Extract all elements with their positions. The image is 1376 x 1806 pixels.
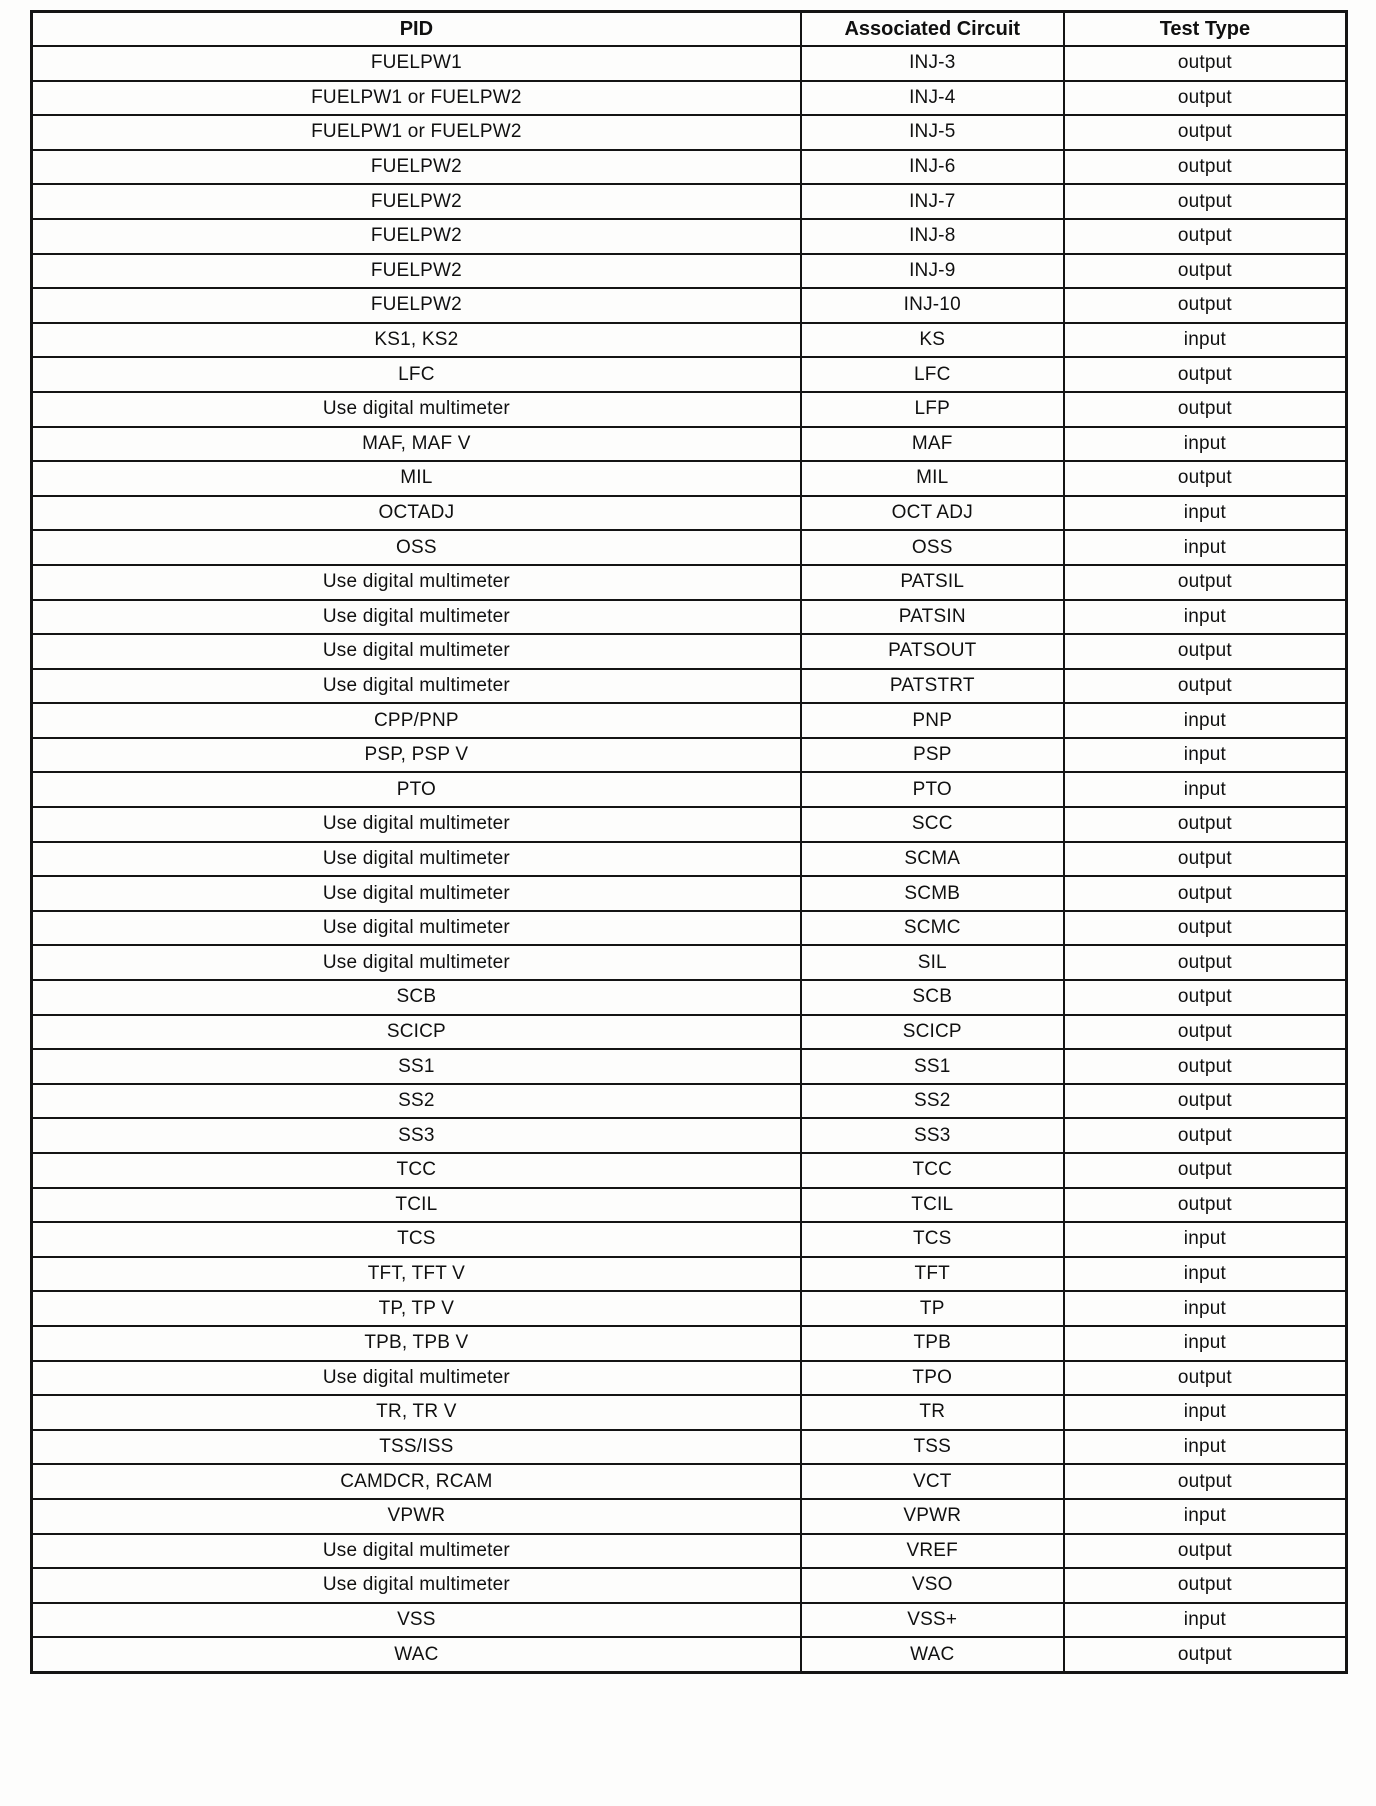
table-row	[32, 1188, 1347, 1223]
circuit-cell: INJ-8	[801, 219, 1064, 254]
table-row	[32, 1464, 1347, 1499]
table-row	[32, 461, 1347, 496]
pid-cell: TCS	[32, 1222, 801, 1257]
test-type-cell: output	[1064, 634, 1347, 669]
pid-cell: CPP/PNP	[32, 703, 801, 738]
pid-cell: TP, TP V	[32, 1291, 801, 1326]
table-row	[32, 669, 1347, 704]
circuit-cell: PNP	[801, 703, 1064, 738]
circuit-cell: TCC	[801, 1153, 1064, 1188]
circuit-cell: TPB	[801, 1326, 1064, 1361]
test-type-cell: output	[1064, 357, 1347, 392]
test-type-cell: output	[1064, 911, 1347, 946]
pid-cell: OSS	[32, 530, 801, 565]
test-type-cell: output	[1064, 184, 1347, 219]
test-type-cell: output	[1064, 842, 1347, 877]
column-header-circuit-cell: Associated Circuit	[801, 12, 1064, 47]
pid-cell: SCICP	[32, 1015, 801, 1050]
table-row	[32, 530, 1347, 565]
circuit-cell: LFC	[801, 357, 1064, 392]
test-type-cell: output	[1064, 945, 1347, 980]
circuit-cell: SS2	[801, 1084, 1064, 1119]
test-type-cell: input	[1064, 703, 1347, 738]
test-type-cell: input	[1064, 600, 1347, 635]
table-row	[32, 496, 1347, 531]
pid-cell: TPB, TPB V	[32, 1326, 801, 1361]
table-row	[32, 219, 1347, 254]
pid-cell: FUELPW2	[32, 150, 801, 185]
pid-cell: FUELPW2	[32, 219, 801, 254]
circuit-cell: VCT	[801, 1464, 1064, 1499]
circuit-cell: OCT ADJ	[801, 496, 1064, 531]
table-header-row	[32, 12, 1347, 47]
circuit-cell: VPWR	[801, 1499, 1064, 1534]
table-header	[32, 12, 1347, 47]
test-type-cell: input	[1064, 1499, 1347, 1534]
table-row	[32, 842, 1347, 877]
circuit-cell: INJ-5	[801, 115, 1064, 150]
pid-cell: FUELPW2	[32, 254, 801, 289]
test-type-cell: output	[1064, 876, 1347, 911]
pid-circuit-test-table	[30, 10, 1348, 1674]
test-type-cell: input	[1064, 496, 1347, 531]
pid-cell: SS1	[32, 1049, 801, 1084]
pid-cell: VPWR	[32, 1499, 801, 1534]
test-type-cell: output	[1064, 392, 1347, 427]
test-type-cell: output	[1064, 807, 1347, 842]
test-type-cell: output	[1064, 461, 1347, 496]
circuit-cell: TCIL	[801, 1188, 1064, 1223]
circuit-cell: INJ-6	[801, 150, 1064, 185]
circuit-cell: TP	[801, 1291, 1064, 1326]
circuit-cell: LFP	[801, 392, 1064, 427]
table-row	[32, 807, 1347, 842]
table-row	[32, 392, 1347, 427]
test-type-cell: output	[1064, 46, 1347, 81]
test-type-cell: output	[1064, 1049, 1347, 1084]
table-row	[32, 150, 1347, 185]
pid-cell: FUELPW1 or FUELPW2	[32, 115, 801, 150]
circuit-cell: MIL	[801, 461, 1064, 496]
table-row	[32, 254, 1347, 289]
test-type-cell: input	[1064, 1222, 1347, 1257]
pid-cell: TCIL	[32, 1188, 801, 1223]
table-row	[32, 1118, 1347, 1153]
table-row	[32, 945, 1347, 980]
test-type-cell: input	[1064, 530, 1347, 565]
test-type-cell: output	[1064, 1015, 1347, 1050]
pid-cell: Use digital multimeter	[32, 1568, 801, 1603]
circuit-cell: SIL	[801, 945, 1064, 980]
table-row	[32, 357, 1347, 392]
circuit-cell: SS3	[801, 1118, 1064, 1153]
pid-cell: Use digital multimeter	[32, 945, 801, 980]
circuit-cell: INJ-10	[801, 288, 1064, 323]
pid-cell: Use digital multimeter	[32, 1534, 801, 1569]
table-row	[32, 1084, 1347, 1119]
circuit-cell: VSS+	[801, 1603, 1064, 1638]
circuit-cell: TCS	[801, 1222, 1064, 1257]
pid-cell: FUELPW1 or FUELPW2	[32, 81, 801, 116]
pid-cell: Use digital multimeter	[32, 1361, 801, 1396]
test-type-cell: output	[1064, 288, 1347, 323]
table-row	[32, 184, 1347, 219]
test-type-cell: input	[1064, 1603, 1347, 1638]
table-row	[32, 1222, 1347, 1257]
test-type-cell: output	[1064, 81, 1347, 116]
pid-cell: Use digital multimeter	[32, 392, 801, 427]
pid-cell: Use digital multimeter	[32, 600, 801, 635]
circuit-cell: WAC	[801, 1637, 1064, 1672]
table-row	[32, 911, 1347, 946]
circuit-cell: VREF	[801, 1534, 1064, 1569]
table-row	[32, 1499, 1347, 1534]
circuit-cell: SS1	[801, 1049, 1064, 1084]
pid-cell: Use digital multimeter	[32, 669, 801, 704]
test-type-cell: output	[1064, 1084, 1347, 1119]
table-row	[32, 1430, 1347, 1465]
pid-cell: OCTADJ	[32, 496, 801, 531]
circuit-cell: MAF	[801, 427, 1064, 462]
table-row	[32, 980, 1347, 1015]
circuit-cell: OSS	[801, 530, 1064, 565]
test-type-cell: output	[1064, 669, 1347, 704]
test-type-cell: output	[1064, 219, 1347, 254]
test-type-cell: input	[1064, 1257, 1347, 1292]
table-row	[32, 1326, 1347, 1361]
pid-cell: CAMDCR, RCAM	[32, 1464, 801, 1499]
pid-cell: MIL	[32, 461, 801, 496]
circuit-cell: SCMC	[801, 911, 1064, 946]
table-row	[32, 427, 1347, 462]
circuit-cell: PATSIN	[801, 600, 1064, 635]
pid-cell: PTO	[32, 772, 801, 807]
test-type-cell: input	[1064, 1395, 1347, 1430]
pid-cell: Use digital multimeter	[32, 807, 801, 842]
pid-cell: Use digital multimeter	[32, 911, 801, 946]
test-type-cell: output	[1064, 1153, 1347, 1188]
circuit-cell: INJ-4	[801, 81, 1064, 116]
pid-cell: FUELPW1	[32, 46, 801, 81]
test-type-cell: output	[1064, 565, 1347, 600]
table-row	[32, 1534, 1347, 1569]
table-row	[32, 1603, 1347, 1638]
pid-cell: MAF, MAF V	[32, 427, 801, 462]
circuit-cell: SCC	[801, 807, 1064, 842]
test-type-cell: output	[1064, 150, 1347, 185]
test-type-cell: output	[1064, 254, 1347, 289]
circuit-cell: SCB	[801, 980, 1064, 1015]
table-row	[32, 738, 1347, 773]
table-row	[32, 1015, 1347, 1050]
test-type-cell: output	[1064, 1534, 1347, 1569]
test-type-cell: input	[1064, 772, 1347, 807]
circuit-cell: SCMA	[801, 842, 1064, 877]
circuit-cell: SCICP	[801, 1015, 1064, 1050]
pid-cell: SCB	[32, 980, 801, 1015]
table-row	[32, 876, 1347, 911]
column-header-test-type-cell: Test Type	[1064, 12, 1347, 47]
circuit-cell: INJ-7	[801, 184, 1064, 219]
circuit-cell: PATSIL	[801, 565, 1064, 600]
test-type-cell: input	[1064, 323, 1347, 358]
table-row	[32, 46, 1347, 81]
pid-cell: FUELPW2	[32, 288, 801, 323]
pid-cell: VSS	[32, 1603, 801, 1638]
pid-cell: LFC	[32, 357, 801, 392]
table-row	[32, 1257, 1347, 1292]
circuit-cell: INJ-3	[801, 46, 1064, 81]
table-row	[32, 1637, 1347, 1672]
pid-cell: FUELPW2	[32, 184, 801, 219]
pid-cell: SS2	[32, 1084, 801, 1119]
table-row	[32, 634, 1347, 669]
circuit-cell: TPO	[801, 1361, 1064, 1396]
table-row	[32, 323, 1347, 358]
test-type-cell: output	[1064, 1568, 1347, 1603]
circuit-cell: PTO	[801, 772, 1064, 807]
circuit-cell: PATSTRT	[801, 669, 1064, 704]
test-type-cell: input	[1064, 738, 1347, 773]
circuit-cell: INJ-9	[801, 254, 1064, 289]
pid-cell: PSP, PSP V	[32, 738, 801, 773]
pid-cell: TR, TR V	[32, 1395, 801, 1430]
table-body	[32, 46, 1347, 1672]
test-type-cell: input	[1064, 427, 1347, 462]
test-type-cell: input	[1064, 1430, 1347, 1465]
test-type-cell: output	[1064, 1361, 1347, 1396]
circuit-cell: KS	[801, 323, 1064, 358]
pid-cell: Use digital multimeter	[32, 876, 801, 911]
table-row	[32, 1361, 1347, 1396]
test-type-cell: output	[1064, 1464, 1347, 1499]
table-row	[32, 1049, 1347, 1084]
pid-cell: Use digital multimeter	[32, 842, 801, 877]
pid-cell: TFT, TFT V	[32, 1257, 801, 1292]
circuit-cell: SCMB	[801, 876, 1064, 911]
circuit-cell: PSP	[801, 738, 1064, 773]
pid-cell: WAC	[32, 1637, 801, 1672]
test-type-cell: input	[1064, 1326, 1347, 1361]
test-type-cell: output	[1064, 1118, 1347, 1153]
circuit-cell: VSO	[801, 1568, 1064, 1603]
table-row	[32, 1395, 1347, 1430]
test-type-cell: output	[1064, 1637, 1347, 1672]
table-row	[32, 1291, 1347, 1326]
table-row	[32, 772, 1347, 807]
test-type-cell: output	[1064, 980, 1347, 1015]
pid-cell: TSS/ISS	[32, 1430, 801, 1465]
table-row	[32, 1153, 1347, 1188]
column-header-pid-cell: PID	[32, 12, 801, 47]
test-type-cell: output	[1064, 115, 1347, 150]
circuit-cell: PATSOUT	[801, 634, 1064, 669]
table-row	[32, 115, 1347, 150]
circuit-cell: TR	[801, 1395, 1064, 1430]
pid-cell: KS1, KS2	[32, 323, 801, 358]
circuit-cell: TFT	[801, 1257, 1064, 1292]
pid-cell: Use digital multimeter	[32, 634, 801, 669]
table-row	[32, 81, 1347, 116]
circuit-cell: TSS	[801, 1430, 1064, 1465]
test-type-cell: output	[1064, 1188, 1347, 1223]
test-type-cell: input	[1064, 1291, 1347, 1326]
pid-cell: TCC	[32, 1153, 801, 1188]
table-row	[32, 288, 1347, 323]
pid-cell: SS3	[32, 1118, 801, 1153]
pid-cell: Use digital multimeter	[32, 565, 801, 600]
table-row	[32, 565, 1347, 600]
table-row	[32, 1568, 1347, 1603]
table-row	[32, 703, 1347, 738]
table-row	[32, 600, 1347, 635]
